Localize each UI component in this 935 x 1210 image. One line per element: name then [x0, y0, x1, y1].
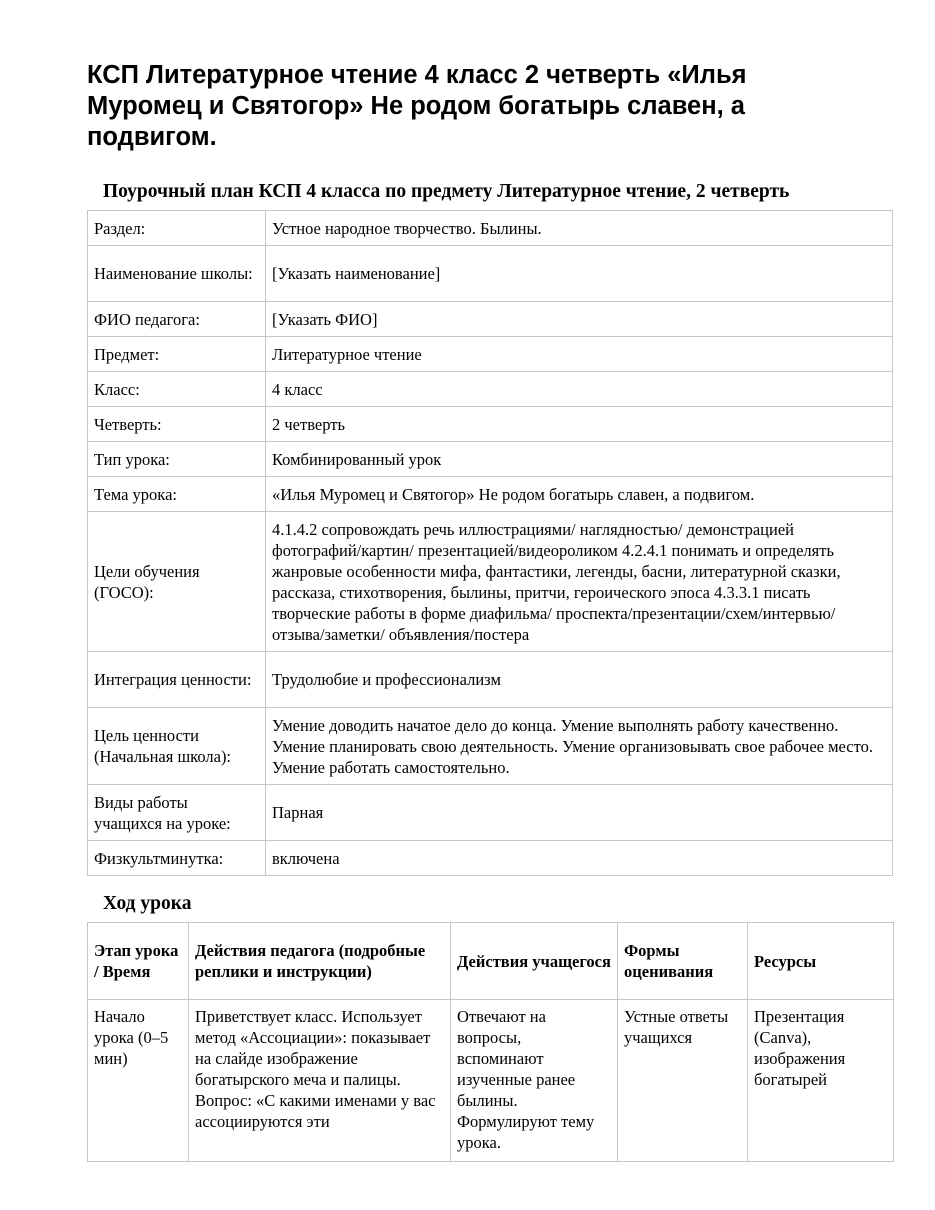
info-value: Парная: [266, 785, 893, 841]
page-title: КСП Литературное чтение 4 класс 2 четверть «Илья Муромец и Святогор» Не родом богатырь славен, а подвигом.: [87, 61, 747, 151]
cell-text: Приветствует класс. Использует метод «Ассоциации»: показывает на слайде изображение богатырского меча и палицы. Вопрос: «С какими именами у вас ассоциируются эти: [195, 1007, 436, 1131]
table-cell-student-actions: [451, 1000, 618, 1162]
info-row-values: [88, 652, 893, 708]
lesson-table-header-row: [88, 923, 894, 1000]
info-label: ФИО педагога:: [88, 302, 266, 337]
info-value: 4.1.4.2 сопровождать речь иллюстрациями/ наглядностью/ демонстрацией фотографий/картин/ презентацией/видеороликом 4.2.4.1 понимать и определять жанровые особенности мифа, фантастики, легенды, басни, литературной сказки, рассказа, стихотворения, былины, притчи, героического эпоса 4.3.3.1 писать творческие работы в форме диафильма/ проспекта/презентации/схем/интервью/отзыва/заметки/ объявления/постера: [266, 512, 893, 652]
info-row-school: [88, 246, 893, 302]
column-header-stage: Этап урока / Время: [88, 923, 189, 1000]
info-label: Четверть:: [88, 407, 266, 442]
column-header-assessment: Формы оценивания: [618, 923, 748, 1000]
cell-text: Устные ответы учащихся: [624, 1007, 729, 1047]
lesson-info-table: [87, 210, 893, 876]
table-cell-assessment: [618, 1000, 748, 1162]
info-label: Физкультминутка:: [88, 841, 266, 876]
cell-text: Начало урока (0–5 мин): [94, 1007, 169, 1068]
info-value: «Илья Муромец и Святогор» Не родом богатырь славен, а подвигом.: [266, 477, 893, 512]
table-cell-stage: [88, 1000, 189, 1162]
info-row-teacher: [88, 302, 893, 337]
plan-heading: Поурочный план КСП 4 класса по предмету Литературное чтение, 2 четверть: [103, 181, 790, 202]
column-header-resources: Ресурсы: [748, 923, 894, 1000]
info-value: Трудолюбие и профессионализм: [266, 652, 893, 708]
info-label: Интеграция ценности:: [88, 652, 266, 708]
info-value: [Указать ФИО]: [266, 302, 893, 337]
info-row-lesson-type: [88, 442, 893, 477]
info-row-topic: [88, 477, 893, 512]
info-label: Цели обучения (ГОСО):: [88, 512, 266, 652]
info-label: Тип урока:: [88, 442, 266, 477]
table-row: [88, 1000, 894, 1162]
table-cell-resources: [748, 1000, 894, 1162]
info-label: Тема урока:: [88, 477, 266, 512]
info-row-work-types: [88, 785, 893, 841]
info-row-value-goal: [88, 708, 893, 785]
cell-text: Отвечают на вопросы, вспоминают изученные ранее былины. Формулируют тему урока.: [457, 1007, 595, 1152]
info-row-section: [88, 211, 893, 246]
info-label: Раздел:: [88, 211, 266, 246]
info-value: 4 класс: [266, 372, 893, 407]
info-row-physical-break: [88, 841, 893, 876]
info-label: Наименование школы:: [88, 246, 266, 302]
info-label: Цель ценности (Начальная школа):: [88, 708, 266, 785]
info-value: Комбинированный урок: [266, 442, 893, 477]
lesson-progress-heading: Ход урока: [103, 893, 192, 914]
info-label: Предмет:: [88, 337, 266, 372]
table-cell-teacher-actions: [189, 1000, 451, 1162]
info-value: Устное народное творчество. Былины.: [266, 211, 893, 246]
info-row-learning-goals: [88, 512, 893, 652]
column-header-student-actions: Действия учащегося: [451, 923, 618, 1000]
info-label: Виды работы учащихся на уроке:: [88, 785, 266, 841]
info-value: Литературное чтение: [266, 337, 893, 372]
info-value: включена: [266, 841, 893, 876]
lesson-progress-table: [87, 922, 894, 1162]
info-value: [Указать наименование]: [266, 246, 893, 302]
column-header-teacher-actions: Действия педагога (подробные реплики и инструкции): [189, 923, 451, 1000]
info-value: Умение доводить начатое дело до конца. Умение выполнять работу качественно. Умение планировать свою деятельность. Умение организовывать свое рабочее место. Умение работать самостоятельно.: [266, 708, 893, 785]
info-value: 2 четверть: [266, 407, 893, 442]
info-label: Класс:: [88, 372, 266, 407]
cell-text: Презентация (Canva), изображения богатырей: [754, 1007, 846, 1089]
info-row-subject: [88, 337, 893, 372]
info-row-grade: [88, 372, 893, 407]
info-row-quarter: [88, 407, 893, 442]
